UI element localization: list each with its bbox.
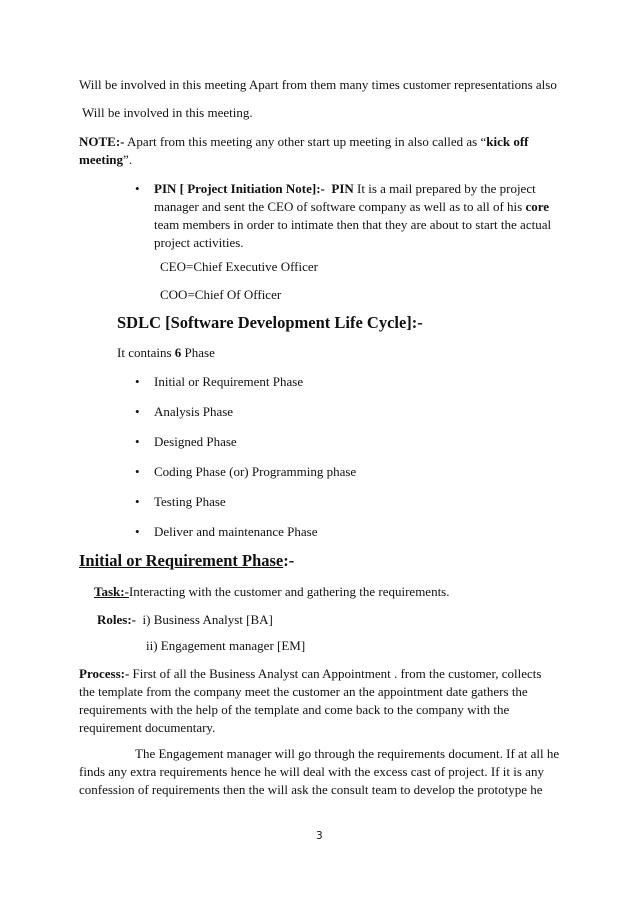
roles-label: Roles:- <box>97 612 136 627</box>
role-2: ii) Engagement manager [EM] <box>146 638 306 653</box>
initial-phase-heading-text: Initial or Requirement Phase <box>79 551 284 570</box>
initial-phase-heading-suffix: :- <box>283 551 295 570</box>
phase-bullet: • <box>135 404 140 419</box>
phase-item: Initial or Requirement Phase <box>154 374 304 389</box>
process-text: First of all the Business Analyst can Appointment . from the customer, collects the template from the company meet the customer an the appointment date gathers the requirements with the help of the template and come back to the company with the requirement documentary. <box>79 666 542 735</box>
phase-item: Designed Phase <box>154 434 237 449</box>
engagement-paragraph: The Engagement manager will go through the requirements document. If at all he finds any extra requirements hence he will deal with the excess cast of project. If it is any confession of requirements then the will ask the consult team to develop the prototype he <box>79 746 560 797</box>
initial-phase-heading <box>79 551 294 571</box>
phase-bullet: • <box>135 524 140 539</box>
coo-definition: COO=Chief Of Officer <box>160 287 282 302</box>
pin-paragraph <box>154 180 554 252</box>
pin-label: PIN [ Project Initiation Note]:- <box>154 181 325 196</box>
ceo-definition: CEO=Chief Executive Officer <box>160 259 318 274</box>
task-text: Interacting with the customer and gathering the requirements. <box>128 584 450 599</box>
process-label: Process:- <box>79 666 130 681</box>
sdlc-phase-count: 6 <box>174 345 182 360</box>
phase-item: Coding Phase (or) Programming phase <box>154 464 357 479</box>
task-line <box>94 583 450 601</box>
note-label: NOTE:- <box>79 134 125 149</box>
pin-text-1: It is a mail prepared by the project manager and sent the CEO of software company as well as to all of his <box>154 181 536 214</box>
roles-line <box>97 611 273 629</box>
note-end: ”. <box>123 152 133 167</box>
note-bold-term: kick off meeting <box>79 134 529 167</box>
sdlc-contains-post: Phase <box>181 345 215 360</box>
process-paragraph <box>79 665 559 737</box>
sdlc-contains-pre: It contains <box>117 345 175 360</box>
role-1: i) Business Analyst [BA] <box>136 612 273 627</box>
phase-item: Analysis Phase <box>154 404 234 419</box>
note-text: Apart from this meeting any other start up meeting in also called as “ <box>124 134 487 149</box>
phase-bullet: • <box>135 494 140 509</box>
phase-bullet: • <box>135 374 140 389</box>
pin-bullet: • <box>135 181 140 196</box>
phase-bullet: • <box>135 434 140 449</box>
intro-line-2: Will be involved in this meeting. <box>82 105 253 120</box>
task-label: Task:- <box>94 584 129 599</box>
intro-line-1: Will be involved in this meeting Apart from them many times customer representations also <box>79 77 557 92</box>
note-paragraph <box>79 133 549 169</box>
sdlc-contains <box>117 344 215 362</box>
pin-label-2: PIN <box>331 181 354 196</box>
pin-text-2: team members in order to intimate then that they are about to start the actual project activities. <box>154 217 552 250</box>
pin-core: core <box>525 199 550 214</box>
phase-item: Testing Phase <box>154 494 226 509</box>
page-number: 3 <box>316 830 323 842</box>
phase-bullet: • <box>135 464 140 479</box>
phase-item: Deliver and maintenance Phase <box>154 524 318 539</box>
sdlc-heading: SDLC [Software Development Life Cycle]:- <box>117 313 423 332</box>
